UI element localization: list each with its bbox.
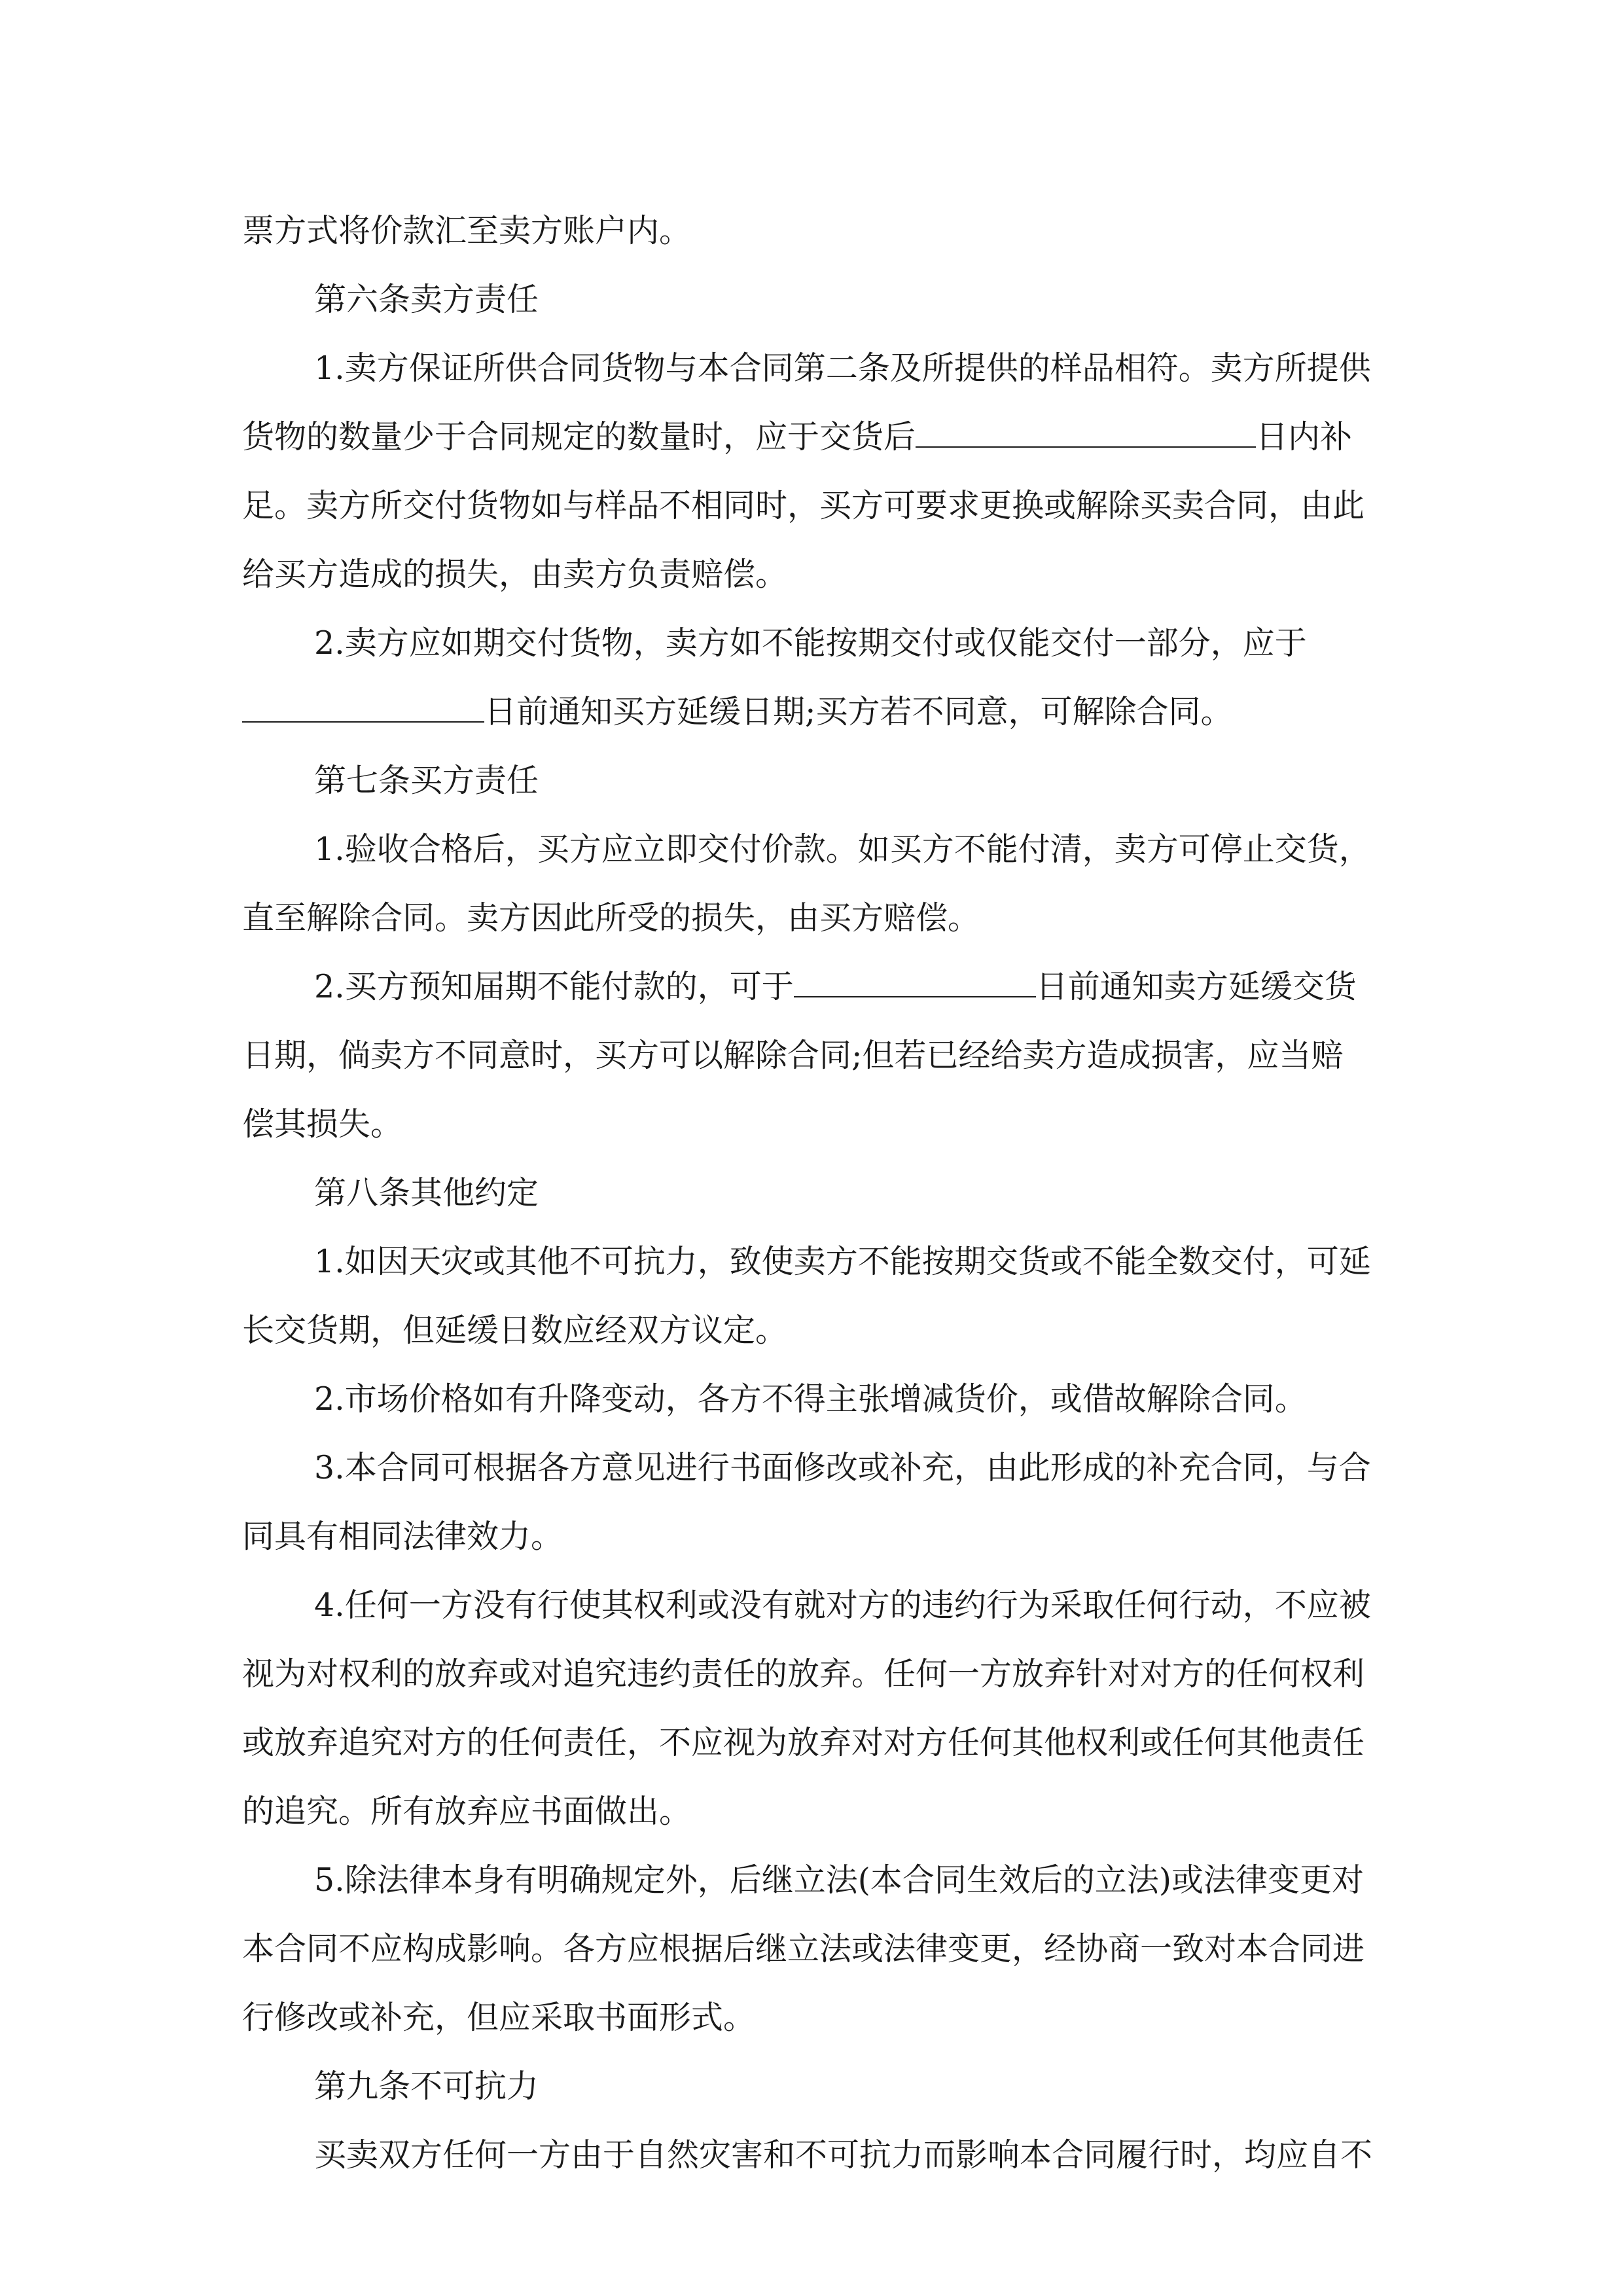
section-heading-article-7: 第七条买方责任 — [314, 762, 539, 799]
text-line: 1.验收合格后，买方应立即交付价款。如买方不能付清，卖方可停止交货， — [314, 831, 1371, 868]
text-line: 票方式将价款汇至卖方账户内。 — [242, 212, 692, 249]
text-line: 给买方造成的损失，由卖方负责赔偿。 — [242, 556, 788, 593]
text-line: 长交货期，但延缓日数应经双方议定。 — [242, 1312, 788, 1349]
document-page — [242, 196, 1394, 2189]
text-line: 1.卖方保证所供合同货物与本合同第二条及所提供的样品相符。卖方所提供 — [314, 350, 1371, 387]
text-line: 5.除法律本身有明确规定外，后继立法(本合同生效后的立法)或法律变更对 — [314, 1861, 1364, 1899]
text-line: 视为对权利的放弃或对追究违约责任的放弃。任何一方放弃针对对方的任何权利 — [242, 1655, 1365, 1693]
text-line: 4.任何一方没有行使其权利或没有就对方的违约行为采取任何行动，不应被 — [314, 1587, 1371, 1624]
text-line: 本合同不应构成影响。各方应根据后继立法或法律变更，经协商一致对本合同进 — [242, 1930, 1365, 1967]
text-line: 3.本合同可根据各方意见进行书面修改或补充，由此形成的补充合同，与合 — [314, 1449, 1371, 1486]
text-line: 的追究。所有放弃应书面做出。 — [242, 1793, 692, 1830]
fill-in-blank[interactable] — [242, 689, 484, 723]
text-line: 2.卖方应如期交付货物，卖方如不能按期交付或仅能交付一部分，应于 — [314, 624, 1307, 662]
text-line: 2.市场价格如有升降变动，各方不得主张增减货价，或借故解除合同。 — [314, 1380, 1307, 1418]
text-line: 或放弃追究对方的任何责任，不应视为放弃对对方任何其他权利或任何其他责任 — [242, 1724, 1365, 1761]
text-line: 同具有相同法律效力。 — [242, 1518, 563, 1555]
section-heading-article-8: 第八条其他约定 — [314, 1174, 539, 1211]
text-line: 偿其损失。 — [242, 1105, 403, 1143]
text-line: 买卖双方任何一方由于自然灾害和不可抗力而影响本合同履行时，均应自不 — [314, 2136, 1373, 2174]
text-line: 货物的数量少于合同规定的数量时，应于交货后 日内补 — [242, 403, 1394, 471]
text-line: 1.如因天灾或其他不可抗力，致使卖方不能按期交货或不能全数交付，可延 — [314, 1243, 1371, 1280]
text-line: 2.买方预知届期不能付款的，可于 日前通知卖方延缓交货 — [242, 952, 1394, 1021]
text-line: 日前通知买方延缓日期;买方若不同意，可解除合同。 — [242, 677, 1394, 746]
section-heading-article-6: 第六条卖方责任 — [314, 281, 539, 318]
fill-in-blank[interactable] — [794, 963, 1036, 997]
text-line: 行修改或补充，但应采取书面形式。 — [242, 1999, 756, 2036]
text-line: 足。卖方所交付货物如与样品不相同时，买方可要求更换或解除买卖合同，由此 — [242, 487, 1365, 524]
section-heading-article-9: 第九条不可抗力 — [314, 2068, 539, 2105]
text-line: 日期，倘卖方不同意时，买方可以解除合同;但若已经给卖方造成损害，应当赔 — [242, 1037, 1344, 1074]
text-line: 直至解除合同。卖方因此所受的损失，由买方赔偿。 — [242, 899, 980, 937]
fill-in-blank[interactable] — [916, 414, 1256, 448]
